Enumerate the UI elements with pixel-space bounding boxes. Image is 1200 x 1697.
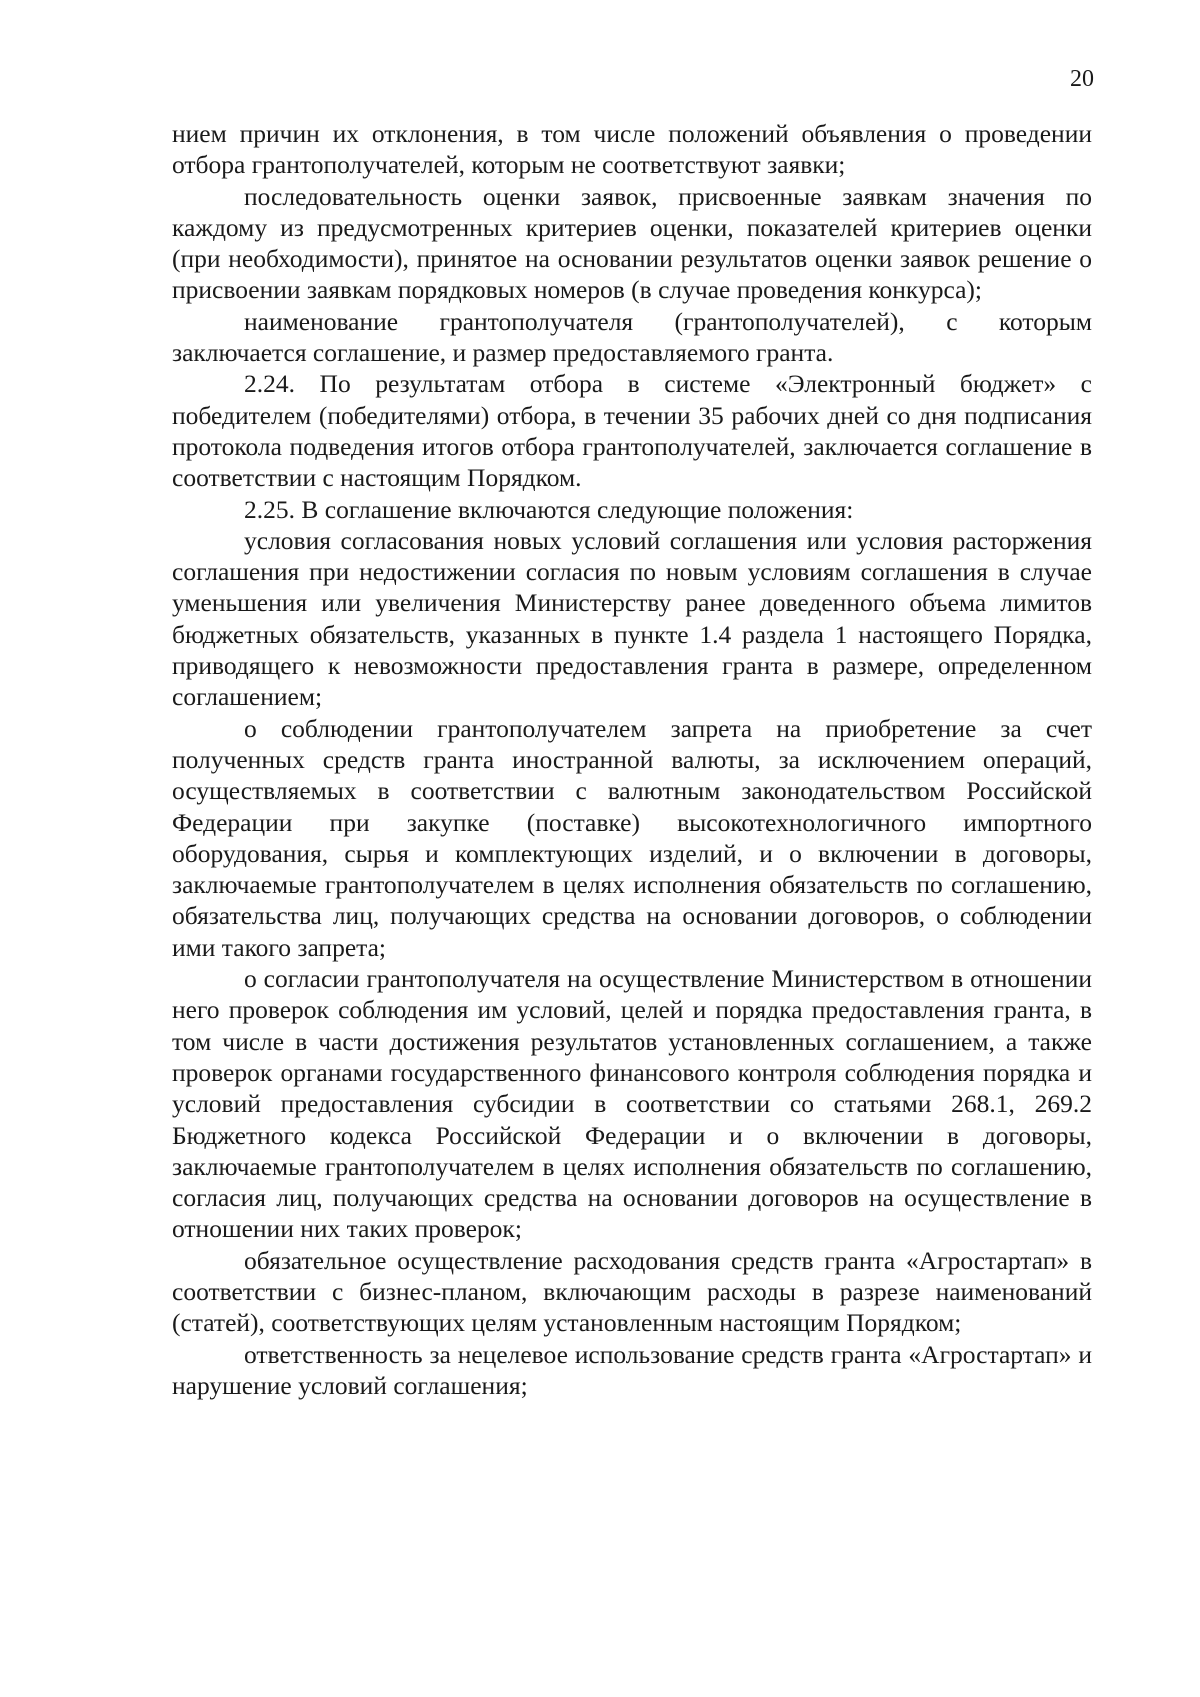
paragraph-3: наименование грантополучателя (грантополучателей), с которым заключается соглашение, и размер предоставляемого гранта. bbox=[172, 306, 1092, 368]
paragraph-1: нием причин их отклонения, в том числе положений объявления о проведении отбора грантополучателей, которым не соответствуют заявки; bbox=[172, 119, 1092, 180]
paragraph-6: условия согласования новых условий соглашения или условия расторжения соглашения при недостижении согласия по новым условиям соглашения в случае уменьшения или увеличения Министерству ранее доведенного объема лимитов бюджетных обязательств, указанных в пункте 1.4 раздела 1 настоящего Порядка, приводящего к невозможности предоставления гранта в размере, определенном соглашением; bbox=[172, 525, 1092, 712]
paragraph-9: обязательное осуществление расходования средств гранта «Агростартап» в соответствии с бизнес-планом, включающим расходы в разрезе наименований (статей), соответствующих целям установленным настоящим Порядком; bbox=[172, 1245, 1092, 1338]
paragraph-4: 2.24. По результатам отбора в системе «Электронный бюджет» с победителем (победителями) отбора, в течении 35 рабочих дней со дня подписания протокола подведения итогов отбора грантополучателей, заключается соглашение в соответствии с настоящим Порядком. bbox=[172, 369, 1092, 493]
paragraph-7: о соблюдении грантополучателем запрета на приобретение за счет полученных средств гранта иностранной валюты, за исключением операций, осуществляемых в соответствии с валютным законодательством Российской Федерации при закупке (поставке) высокотехнологичного импортного оборудования, сырья и комплектующих изделий, и о включении в договоры, заключаемые грантополучателем в целях исполнения обязательств по соглашению, обязательства лиц, получающих средства на основании договоров, о соблюдении ими такого запрета; bbox=[172, 713, 1092, 962]
paragraph-10: ответственность за нецелевое использование средств гранта «Агростартап» и нарушение условий соглашения; bbox=[172, 1339, 1092, 1400]
document-body bbox=[172, 118, 1092, 1401]
paragraph-5: 2.25. В соглашение включаются следующие положения: bbox=[244, 494, 854, 524]
page-number: 20 bbox=[1070, 66, 1094, 92]
paragraph-2: последовательность оценки заявок, присвоенные заявкам значения по каждому из предусмотренных критериев оценки, показателей критериев оценки (при необходимости), принятое на основании результатов оценки заявок решение о присвоении заявкам порядковых номеров (в случае проведения конкурса); bbox=[172, 181, 1092, 305]
paragraph-8: о согласии грантополучателя на осуществление Министерством в отношении него проверок соблюдения им условий, целей и порядка предоставления гранта, в том числе в части достижения результатов установленных соглашением, а также проверок органами государственного финансового контроля соблюдения порядка и условий предоставления субсидии в соответствии со статьями 268.1, 269.2 Бюджетного кодекса Российской Федерации и о включении в договоры, заключаемые грантополучателем в целях исполнения обязательств по соглашению, согласия лиц, получающих средства на основании договоров на осуществление в отношении них таких проверок; bbox=[172, 964, 1092, 1244]
